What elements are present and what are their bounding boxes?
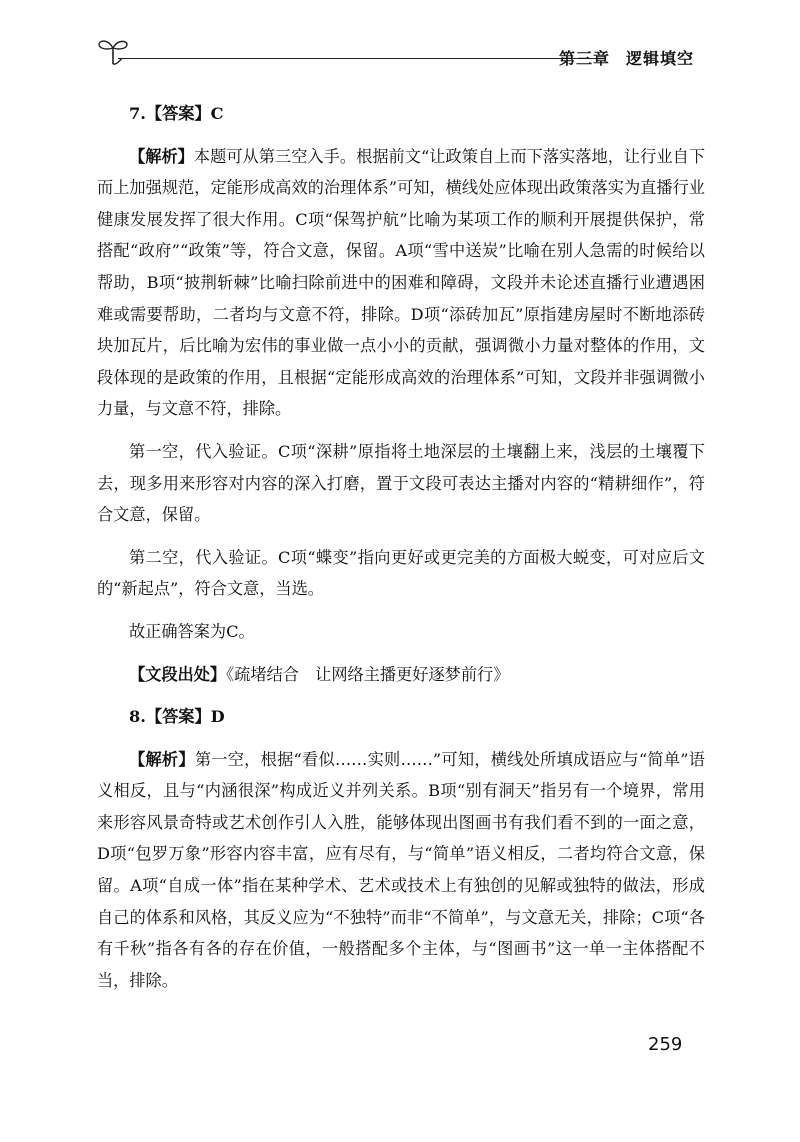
q7-analysis-label: 【解析】 xyxy=(129,146,194,166)
q8-analysis-label: 【解析】 xyxy=(129,749,195,769)
q7-analysis xyxy=(97,141,705,425)
q7-source-line xyxy=(97,659,705,691)
header-rule xyxy=(118,58,604,59)
q7-answer-line xyxy=(97,98,705,130)
q8-number: 8. xyxy=(129,707,146,727)
page-content xyxy=(97,98,705,996)
q7-source-label: 【文段出处】 xyxy=(129,664,227,684)
q8-answer-label: 【答案】 xyxy=(145,707,211,727)
sprout-icon xyxy=(96,36,130,66)
chapter-label xyxy=(559,46,694,69)
chapter-number: 第三章 xyxy=(558,49,610,68)
q7-answer-label: 【答案】 xyxy=(145,104,211,123)
chapter-title: 逻辑填空 xyxy=(625,49,694,68)
q7-analysis-text: 本题可从第三空入手。根据前文“让政策自上而下落实落地，让行业自下而上加强规范，定能形成高效的治理体系”可知，横线处应体现出政策落实为直播行业健康发展发挥了很大作用。C项“保驾护航”比喻为某项工作的顺利开展提供保护，常搭配“政府”“政策”等，符合文意，保留。A项“雪中送炭”比喻在别人急需的时候给以帮助，B项“披荆斩棘”比喻扫除前进中的困难和障碍，文段并未论述直播行业遭遇困难或需要帮助，二者均与文意不符，排除。D项“添砖加瓦”原指建房屋时不断地添砖块加瓦片，后比喻为宏伟的事业做一点小小的贡献，强调微小力量对整体的作用，文段体现的是政策的作用，且根据“定能形成高效的治理体系”可知，文段并非强调微小力量，与文意不符，排除。 xyxy=(97,146,706,419)
page-number: 259 xyxy=(648,1034,683,1055)
q7-blank1: 第一空，代入验证。C项“深耕”原指将土地深层的土壤翻上来，浅层的土壤覆下去，现多用来形容对内容的深入打磨，置于文段可表达主播对内容的“精耕细作”，符合文意，保留。 xyxy=(97,441,705,525)
q8-analysis xyxy=(97,744,705,997)
running-header xyxy=(96,36,696,76)
q7-number: 7. xyxy=(129,104,146,123)
q8-answer: D xyxy=(210,707,225,727)
q8-analysis-text: 第一空，根据“看似……实则……”可知，横线处所填成语应与“简单”语义相反，且与“内涵很深”构成近义并列关系。B项“别有洞天”指另有一个境界，常用来形容风景奇特或艺术创作引人入胜，能够体现出图画书有我们看不到的一面之意，D项“包罗万象”形容内容丰富，应有尽有，与“简单”语义相反，二者均符合文意，保留。A项“自成一体”指在某种学术、艺术或技术上有独创的见解或独特的做法，形成自己的体系和风格，其反义应为“不独特”而非“不简单”，与文意无关，排除；C项“各有千秋”指各有各的存在价值，一般搭配多个主体，与“图画书”这一单一主体搭配不当，排除。 xyxy=(97,749,705,990)
q7-source: 《疏堵结合 让网络主播更好逐梦前行》 xyxy=(226,664,510,684)
q7-answer: C xyxy=(210,104,224,123)
q7-blank2: 第二空，代入验证。C项“蝶变”指向更好或更完美的方面极大蜕变，可对应后文的“新起点”，符合文意，当选。 xyxy=(97,547,705,599)
q7-conclusion: 故正确答案为C。 xyxy=(129,621,255,641)
q8-answer-line xyxy=(97,701,705,733)
